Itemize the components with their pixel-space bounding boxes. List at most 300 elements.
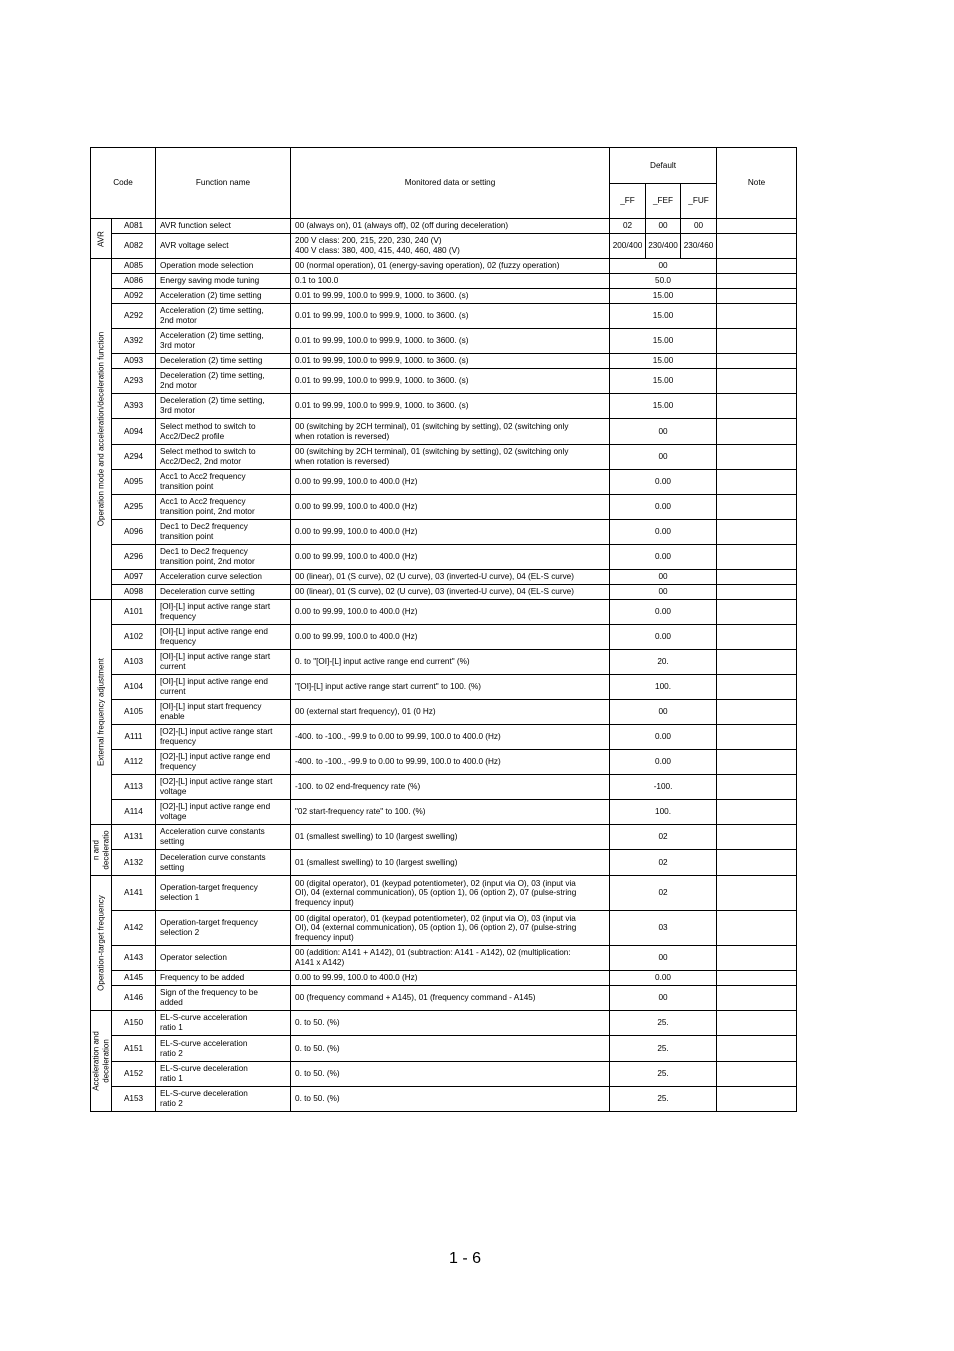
setting-cell (291, 971, 610, 986)
default-cell: 02 (610, 825, 717, 850)
text-line: setting (160, 862, 185, 872)
table-row (91, 445, 797, 470)
text-line: Energy saving mode tuning (160, 276, 260, 286)
text-line: ratio 1 (160, 1023, 183, 1032)
function-name-cell (156, 369, 291, 394)
text-line: 00 (switching by 2CH terminal), 01 (switching by setting), 02 (switching only (295, 421, 569, 431)
text-line: [OI]-[L] input active range start (160, 652, 271, 662)
note-cell (717, 329, 797, 354)
note-cell (717, 234, 797, 259)
note-cell (717, 971, 797, 986)
setting-cell (291, 354, 610, 369)
group-label (96, 261, 106, 598)
group-label (96, 878, 106, 1009)
function-name-cell (156, 520, 291, 545)
setting-cell (291, 585, 610, 600)
setting-cell (291, 675, 610, 700)
text-line: 0.00 to 99.99, 100.0 to 400.0 (Hz) (295, 552, 418, 562)
table-row (91, 725, 797, 750)
default-cell: 00 (646, 219, 681, 234)
table-row (91, 1087, 797, 1112)
note-cell (717, 1011, 797, 1036)
function-name-cell (156, 650, 291, 675)
note-cell (717, 520, 797, 545)
code-cell: A082 (112, 234, 156, 259)
text-line: EL-S-curve acceleration (160, 1013, 248, 1023)
default-cell: 15.00 (610, 394, 717, 419)
group-label-cell (91, 600, 112, 825)
default-cell: 200/400 (610, 234, 646, 259)
setting-cell (291, 650, 610, 675)
text-line: 0. to "[OI]-[L] input active range end current" (%) (295, 657, 470, 667)
note-cell (717, 946, 797, 971)
text-line: Operation-target frequency (160, 918, 258, 928)
function-name-cell (156, 911, 291, 946)
text-line: ratio 1 (160, 1074, 183, 1083)
text-line: Acceleration and (91, 1031, 101, 1091)
default-cell: 25. (610, 1036, 717, 1062)
function-name-cell (156, 800, 291, 825)
code-cell: A092 (112, 289, 156, 304)
text-line: Acceleration (2) time setting, (160, 331, 264, 341)
text-line: 00 (switching by 2CH terminal), 01 (switching by setting), 02 (switching only (295, 447, 569, 457)
table-row (91, 274, 797, 289)
default-cell: 00 (681, 219, 717, 234)
function-name-cell (156, 1011, 291, 1036)
text-line: transition point (160, 482, 214, 491)
text-line: ratio 2 (160, 1099, 183, 1108)
table-row (91, 986, 797, 1011)
text-line: 0. to 50. (%) (295, 1094, 340, 1104)
text-line: EL-S-curve acceleration (160, 1038, 248, 1048)
setting-cell (291, 274, 610, 289)
text-line: Acceleration (2) time setting, (160, 306, 264, 316)
text-line: External frequency adjustment (96, 657, 106, 767)
note-cell (717, 419, 797, 445)
function-name-cell (156, 825, 291, 850)
setting-cell (291, 1087, 610, 1112)
code-cell: A102 (112, 625, 156, 650)
code-cell: A131 (112, 825, 156, 850)
setting-cell (291, 800, 610, 825)
default-cell: 15.00 (610, 289, 717, 304)
text-line: frequency (160, 637, 196, 646)
code-cell: A086 (112, 274, 156, 289)
function-name-cell (156, 1062, 291, 1087)
table-row (91, 470, 797, 495)
text-line: 0.00 to 99.99, 100.0 to 400.0 (Hz) (295, 502, 418, 512)
default-cell: 15.00 (610, 304, 717, 329)
code-cell: A150 (112, 1011, 156, 1036)
default-cell: 00 (610, 700, 717, 725)
table-row (91, 419, 797, 445)
default-cell: 0.00 (610, 971, 717, 986)
code-cell: A097 (112, 570, 156, 585)
text-line: [O2]-[L] input active range end (160, 802, 271, 812)
group-label-cell (91, 876, 112, 1011)
setting-cell (291, 445, 610, 470)
note-cell (717, 725, 797, 750)
default-cell: 0.00 (610, 470, 717, 495)
group-label (92, 1013, 111, 1110)
text-line: 00 (external start frequency), 01 (0 Hz) (295, 707, 436, 717)
default-cell: 15.00 (610, 329, 717, 354)
table-row (91, 750, 797, 775)
setting-cell (291, 1011, 610, 1036)
default-cell: 0.00 (610, 725, 717, 750)
code-cell: A093 (112, 354, 156, 369)
default-cell: 20. (610, 650, 717, 675)
text-line: 0.01 to 99.99, 100.0 to 999.9, 1000. to 3600. (s) (295, 356, 469, 366)
code-cell: A296 (112, 545, 156, 570)
default-cell: 00 (610, 259, 717, 274)
function-name-cell (156, 445, 291, 470)
text-line: Acc2/Dec2 profile (160, 431, 225, 441)
function-name-cell (156, 545, 291, 570)
code-cell: A393 (112, 394, 156, 419)
fef-header: _FEF (646, 184, 681, 219)
default-cell: 15.00 (610, 354, 717, 369)
table-row (91, 495, 797, 520)
default-cell: 00 (610, 585, 717, 600)
table-row (91, 675, 797, 700)
setting-cell (291, 986, 610, 1011)
code-cell: A111 (112, 725, 156, 750)
setting-cell (291, 911, 610, 946)
page-number: 1 - 6 (449, 1250, 482, 1267)
default-cell: 230/460 (681, 234, 717, 259)
note-cell (717, 650, 797, 675)
function-name-cell (156, 946, 291, 971)
default-cell: 25. (610, 1087, 717, 1112)
text-line: transition point, 2nd motor (160, 557, 255, 566)
function-name-cell (156, 986, 291, 1011)
text-line: selection 1 (160, 893, 200, 902)
note-cell (717, 825, 797, 850)
note-cell (717, 911, 797, 946)
code-cell: A294 (112, 445, 156, 470)
text-line: [OI]-[L] input active range start (160, 602, 271, 612)
header-row (91, 148, 797, 184)
setting-cell (291, 600, 610, 625)
setting-cell (291, 1036, 610, 1062)
note-cell (717, 1062, 797, 1087)
text-line: Deceleration (2) time setting, (160, 371, 265, 381)
text-line: deceleration (101, 1039, 110, 1083)
code-cell: A292 (112, 304, 156, 329)
text-line: 00 (linear), 01 (S curve), 02 (U curve), 03 (inverted-U curve), 04 (EL-S curve) (295, 587, 574, 597)
code-cell: A143 (112, 946, 156, 971)
text-line: Operator selection (160, 953, 227, 963)
setting-cell (291, 700, 610, 725)
text-line: when rotation is reversed) (295, 431, 390, 441)
note-header: Note (717, 148, 797, 219)
text-line: Operation mode and acceleration/deceleration function (96, 331, 106, 527)
text-line: [O2]-[L] input active range start (160, 777, 273, 787)
function-name-cell (156, 850, 291, 876)
default-cell: -100. (610, 775, 717, 800)
note-cell (717, 495, 797, 520)
function-name-cell (156, 259, 291, 274)
group-label-cell (91, 219, 112, 259)
setting-cell (291, 570, 610, 585)
table-row (91, 394, 797, 419)
text-line: frequency (160, 612, 196, 621)
note-cell (717, 750, 797, 775)
text-line: transition point, 2nd motor (160, 507, 255, 516)
default-header: Default (610, 148, 717, 184)
function-name-cell (156, 329, 291, 354)
setting-cell (291, 946, 610, 971)
function-name-cell (156, 775, 291, 800)
table-row (91, 971, 797, 986)
default-cell: 00 (610, 445, 717, 470)
text-line: 0. to 50. (%) (295, 1043, 340, 1053)
setting-cell (291, 545, 610, 570)
setting-cell (291, 520, 610, 545)
default-cell: 02 (610, 219, 646, 234)
function-name-cell (156, 394, 291, 419)
setting-cell (291, 259, 610, 274)
table-row (91, 585, 797, 600)
table-row (91, 850, 797, 876)
code-cell: A141 (112, 876, 156, 911)
text-line: "[OI]-[L] input active range start current" to 100. (%) (295, 682, 482, 692)
table-body (91, 219, 797, 1112)
note-cell (717, 304, 797, 329)
note-cell (717, 570, 797, 585)
text-line: deceleratio (101, 830, 110, 870)
default-cell: 0.00 (610, 625, 717, 650)
text-line: 0.00 to 99.99, 100.0 to 400.0 (Hz) (295, 527, 418, 537)
group-label (92, 827, 111, 874)
text-line: frequency input) (295, 932, 354, 942)
note-cell (717, 700, 797, 725)
text-line: AVR (96, 230, 106, 247)
table-row (91, 800, 797, 825)
text-line: Select method to switch to (160, 447, 256, 457)
function-name-cell (156, 289, 291, 304)
text-line: 00 (linear), 01 (S curve), 02 (U curve), 03 (inverted-U curve), 04 (EL-S curve) (295, 572, 574, 582)
default-cell: 00 (610, 986, 717, 1011)
text-line: OI), 04 (external communication), 05 (option 1), 06 (option 2), 07 (pulse-string (295, 923, 577, 933)
text-line: 3rd motor (160, 341, 196, 350)
code-cell: A104 (112, 675, 156, 700)
code-cell: A145 (112, 971, 156, 986)
code-cell: A153 (112, 1087, 156, 1112)
setting-cell (291, 289, 610, 304)
default-cell: 0.00 (610, 545, 717, 570)
text-line: -400. to -100., -99.9 to 0.00 to 99.99, 100.0 to 400.0 (Hz) (295, 732, 501, 742)
code-cell: A101 (112, 600, 156, 625)
setting-cell (291, 234, 610, 259)
text-line: Deceleration curve constants (160, 852, 266, 862)
setting-cell (291, 470, 610, 495)
code-cell: A293 (112, 369, 156, 394)
function-name-cell (156, 876, 291, 911)
text-line: 01 (smallest swelling) to 10 (largest swelling) (295, 857, 458, 867)
function-name-cell (156, 274, 291, 289)
ff-header: _FF (610, 184, 646, 219)
setting-cell (291, 725, 610, 750)
text-line: EL-S-curve deceleration (160, 1064, 248, 1074)
text-line: Frequency to be added (160, 973, 245, 983)
text-line: Deceleration (2) time setting (160, 356, 263, 366)
default-cell: 0.00 (610, 495, 717, 520)
text-line: Dec1 to Dec2 frequency (160, 522, 248, 532)
setting-cell (291, 419, 610, 445)
note-cell (717, 545, 797, 570)
text-line: Acceleration curve selection (160, 572, 262, 582)
text-line: A141 x A142) (295, 958, 345, 967)
text-line: Acc1 to Acc2 frequency (160, 472, 246, 482)
text-line: EL-S-curve deceleration (160, 1089, 248, 1099)
default-cell: 15.00 (610, 369, 717, 394)
code-header: Code (91, 148, 156, 219)
code-cell: A142 (112, 911, 156, 946)
note-cell (717, 1036, 797, 1062)
table-row (91, 1011, 797, 1036)
default-cell: 0.00 (610, 520, 717, 545)
setting-cell (291, 876, 610, 911)
note-cell (717, 800, 797, 825)
text-line: [OI]-[L] input active range end (160, 627, 268, 637)
code-cell: A151 (112, 1036, 156, 1062)
table-row (91, 825, 797, 850)
setting-cell (291, 219, 610, 234)
table-row (91, 289, 797, 304)
default-cell: 0.00 (610, 600, 717, 625)
text-line: [OI]-[L] input start frequency (160, 702, 262, 712)
note-cell (717, 354, 797, 369)
text-line: 0.00 to 99.99, 100.0 to 400.0 (Hz) (295, 477, 418, 487)
note-cell (717, 850, 797, 876)
text-line: 0.01 to 99.99, 100.0 to 999.9, 1000. to 3600. (s) (295, 311, 469, 321)
setting-cell (291, 329, 610, 354)
text-line: frequency input) (295, 897, 354, 907)
default-cell: 02 (610, 876, 717, 911)
note-cell (717, 274, 797, 289)
default-cell: 50.0 (610, 274, 717, 289)
parameter-table (90, 147, 797, 1112)
text-line: Acc1 to Acc2 frequency (160, 497, 246, 507)
code-cell: A096 (112, 520, 156, 545)
text-line: AVR function select (160, 221, 231, 231)
table-row (91, 354, 797, 369)
setting-cell (291, 825, 610, 850)
group-label (96, 221, 106, 257)
setting-cell (291, 775, 610, 800)
text-line: Deceleration (2) time setting, (160, 396, 265, 406)
text-line: -400. to -100., -99.9 to 0.00 to 99.99, 100.0 to 400.0 (Hz) (295, 757, 501, 767)
text-line: Acc2/Dec2, 2nd motor (160, 457, 242, 466)
function-name-cell (156, 585, 291, 600)
text-line: current (160, 662, 186, 671)
text-line: selection 2 (160, 928, 200, 937)
text-line: 00 (normal operation), 01 (energy-saving operation), 02 (fuzzy operation) (295, 261, 560, 271)
code-cell: A132 (112, 850, 156, 876)
table-row (91, 650, 797, 675)
setting-cell (291, 750, 610, 775)
text-line: Acceleration (2) time setting (160, 291, 262, 301)
text-line: Acceleration curve constants (160, 827, 265, 837)
text-line: enable (160, 712, 185, 721)
function-name-cell (156, 470, 291, 495)
text-line: 400 V class: 380, 400, 415, 440, 460, 480 (V) (295, 246, 460, 255)
table-row (91, 775, 797, 800)
text-line: 00 (digital operator), 01 (keypad potentiometer), 02 (input via O), 03 (input via (295, 878, 576, 888)
table-row (91, 1062, 797, 1087)
table-row (91, 329, 797, 354)
text-line: voltage (160, 812, 187, 821)
text-line: Select method to switch to (160, 421, 256, 431)
note-cell (717, 219, 797, 234)
function-name-header: Function name (156, 148, 291, 219)
text-line: 00 (addition: A141 + A142), 01 (subtraction: A141 - A142), 02 (multiplication: (295, 948, 571, 958)
code-cell: A113 (112, 775, 156, 800)
text-line: voltage (160, 787, 187, 796)
default-cell: 25. (610, 1062, 717, 1087)
table-row (91, 520, 797, 545)
default-cell: 230/400 (646, 234, 681, 259)
code-cell: A112 (112, 750, 156, 775)
table-row (91, 570, 797, 585)
setting-cell (291, 394, 610, 419)
text-line: 00 (frequency command + A145), 01 (frequency command - A145) (295, 993, 536, 1003)
table-row (91, 219, 797, 234)
code-cell: A152 (112, 1062, 156, 1087)
text-line: Dec1 to Dec2 frequency (160, 547, 248, 557)
text-line: -100. to 02 end-frequency rate (%) (295, 782, 421, 792)
table-row (91, 876, 797, 911)
note-cell (717, 1087, 797, 1112)
table-row (91, 545, 797, 570)
table-row (91, 234, 797, 259)
note-cell (717, 876, 797, 911)
text-line: when rotation is reversed) (295, 457, 390, 466)
note-cell (717, 775, 797, 800)
text-line: ratio 2 (160, 1048, 183, 1058)
function-name-cell (156, 1087, 291, 1112)
function-name-cell (156, 234, 291, 259)
default-cell: 00 (610, 419, 717, 445)
setting-cell (291, 625, 610, 650)
group-label (96, 602, 106, 823)
note-cell (717, 585, 797, 600)
function-name-cell (156, 600, 291, 625)
text-line: OI), 04 (external communication), 05 (option 1), 06 (option 2), 07 (pulse-string (295, 888, 577, 898)
table-row (91, 304, 797, 329)
text-line: n and (91, 839, 101, 861)
note-cell (717, 470, 797, 495)
note-cell (717, 369, 797, 394)
setting-cell (291, 1062, 610, 1087)
code-cell: A105 (112, 700, 156, 725)
code-cell: A295 (112, 495, 156, 520)
group-label-cell (91, 259, 112, 600)
text-line: 01 (smallest swelling) to 10 (largest swelling) (295, 832, 458, 842)
text-line: [O2]-[L] input active range end (160, 752, 271, 762)
text-line: frequency (160, 762, 196, 771)
text-line: 0.01 to 99.99, 100.0 to 999.9, 1000. to 3600. (s) (295, 401, 469, 411)
function-name-cell (156, 1036, 291, 1062)
text-line: current (160, 687, 186, 696)
code-cell: A095 (112, 470, 156, 495)
function-name-cell (156, 304, 291, 329)
code-cell: A094 (112, 419, 156, 445)
default-cell: 100. (610, 800, 717, 825)
table-row (91, 946, 797, 971)
